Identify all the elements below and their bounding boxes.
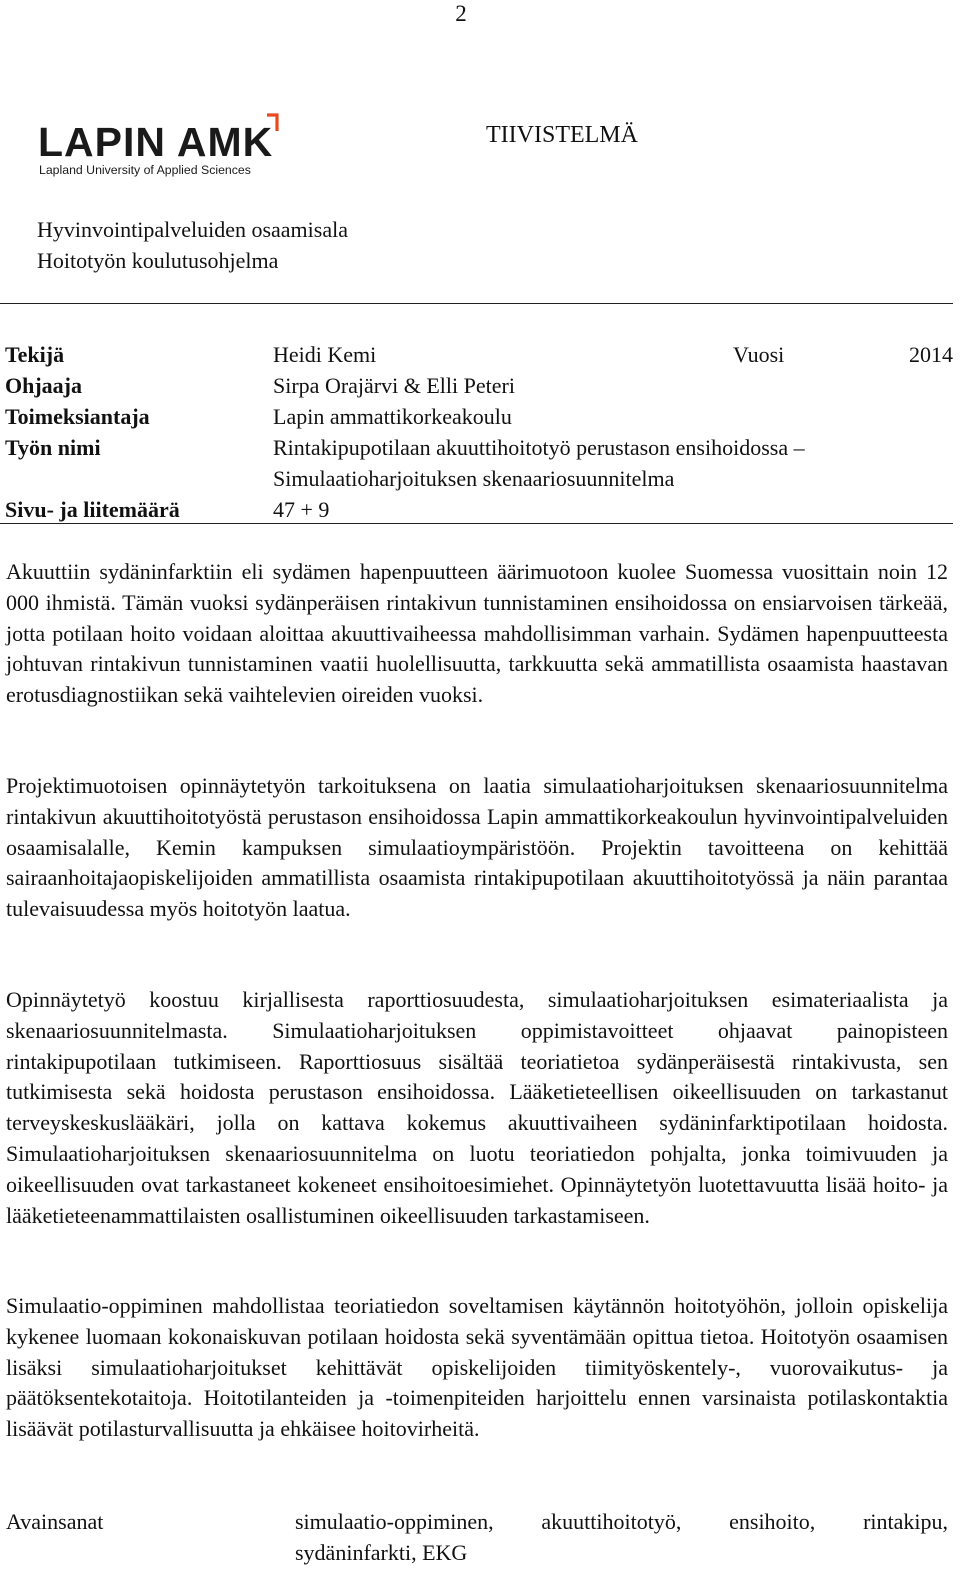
title-row: [5, 432, 953, 494]
keywords-label: Avainsanat: [6, 1509, 104, 1534]
faculty-block: [37, 214, 348, 276]
page-number: 2: [455, 1, 467, 26]
commissioner-row: [5, 401, 953, 432]
abstract-paragraph-2: Projektimuotoisen opinnäytetyön tarkoituksena on laatia simulaatioharjoituksen skenaariosuunnitelma rintakivun akuuttihoitotyöstä perustason ensihoidossa Lapin ammattikorkeakoulun hyvinvointipalveluiden osaamisalalle, Kemin kampuksen simulaatioympäristöön. Projektin tavoitteena on kehittää sairaanhoitajaopiskelijoiden ammatillista osaamista rintakipupotilaan akuuttihoitotyössä ja näin parantaa tulevaisuudessa myös hoitotyön laatua.: [6, 773, 948, 922]
logo-accent-icon: [265, 112, 279, 132]
commissioner-value: Lapin ammattikorkeakoulu: [273, 404, 512, 429]
abstract-paragraph-3: Opinnäytetyö koostuu kirjallisesta raporttiosuudesta, simulaatioharjoituksen esimateriaalista ja skenaariosuunnitelmasta. Simulaatioharjoituksen oppimistavoitteet ohjaavat painopisteen rintakipupotilaan tutkimiseen. Raporttiosuus sisältää teoriatietoa sydänperäisestä rintakivusta, sen tutkimisesta sekä hoidosta perustason ensihoidossa. Lääketieteellisen oikeellisuuden on tarkastanut terveyskeskuslääkäri, jolla on kattava kokemus akuuttivaiheen sydäninfarktipotilaan hoidosta. Simulaatioharjoituksen skenaariosuunnitelma on luotu teoriatiedon pohjalta, jonka toimivuuden ja oikeellisuuden ovat tarkastaneet kokeneet ensihoitoesimiehet. Opinnäytetyön luotettavuutta lisää hoito- ja lääketieteenammattilaisten osallistuminen oikeellisuuden tarkastamiseen.: [6, 987, 948, 1228]
title-line-2: Simulaatioharjoituksen skenaariosuunnitelma: [273, 466, 675, 491]
author-label: Tekijä: [5, 342, 65, 367]
abstract-paragraph-4: Simulaatio-oppiminen mahdollistaa teoriatiedon soveltamisen käytännön hoitotyöhön, jolloin opiskelija kykenee luomaan kokonaiskuvan potilaan hoidosta sekä syventämään opittua tietoa. Hoitotyön osaamisen lisäksi simulaatioharjoitukset kehittävät opiskelijoiden tiimityöskentely-, vuorovaikutus- ja päätöksentekotaitoja. Hoitotilanteiden ja -toimenpiteiden harjoittelu ennen varsinaista potilaskontaktia lisäävät potilasturvallisuutta ja ehkäisee hoitovirheitä.: [6, 1293, 948, 1442]
meta-divider: [0, 523, 953, 524]
faculty-name: Hyvinvointipalveluiden osaamisala: [37, 217, 348, 242]
year-value: 2014: [909, 342, 953, 367]
pages-label: Sivu- ja liitemäärä: [5, 497, 180, 522]
supervisor-value: Sirpa Orajärvi & Elli Peteri: [273, 373, 515, 398]
degree-programme: Hoitotyön koulutusohjelma: [37, 248, 279, 273]
thesis-meta-table: [5, 339, 953, 525]
document-type-heading: TIIVISTELMÄ: [486, 122, 638, 148]
pages-row: [5, 494, 953, 525]
author-row: [5, 339, 953, 370]
title-label: Työn nimi: [5, 435, 101, 460]
keywords-value: simulaatio-oppiminen, akuuttihoitotyö, ensihoito, rintakipu, sydäninfarkti, EKG: [295, 1509, 948, 1565]
top-divider: [0, 303, 953, 304]
logo-subtitle: Lapland University of Applied Sciences: [39, 163, 251, 177]
author-value: Heidi Kemi: [273, 342, 377, 367]
logo-wordmark: LAPIN AMK: [38, 119, 274, 165]
year-label: Vuosi: [733, 342, 785, 367]
title-value: [273, 432, 953, 494]
title-line-1: Rintakipupotilaan akuuttihoitotyö perustason ensihoidossa –: [273, 435, 805, 460]
commissioner-label: Toimeksiantaja: [5, 404, 150, 429]
supervisor-row: [5, 370, 953, 401]
supervisor-label: Ohjaaja: [5, 373, 82, 398]
lapin-amk-logo: [38, 112, 288, 182]
abstract-paragraph-1: Akuuttiin sydäninfarktiin eli sydämen hapenpuutteen äärimuotoon kuolee Suomessa vuosittain noin 12 000 ihmistä. Tämän vuoksi sydänperäisen rintakivun tunnistaminen ensihoidossa on ensiarvoisen tärkeää, jotta potilaan hoito voidaan aloittaa akuuttivaiheessa mahdollisimman varhain. Sydämen hapenpuutteesta johtuvan rintakivun tunnistaminen vaatii huolellisuutta, tarkkuutta sekä ammatillista osaamista haastavan erotusdiagnostiikan sekä vaihtelevien oireiden vuoksi.: [6, 559, 948, 708]
pages-value: 47 + 9: [273, 497, 330, 522]
